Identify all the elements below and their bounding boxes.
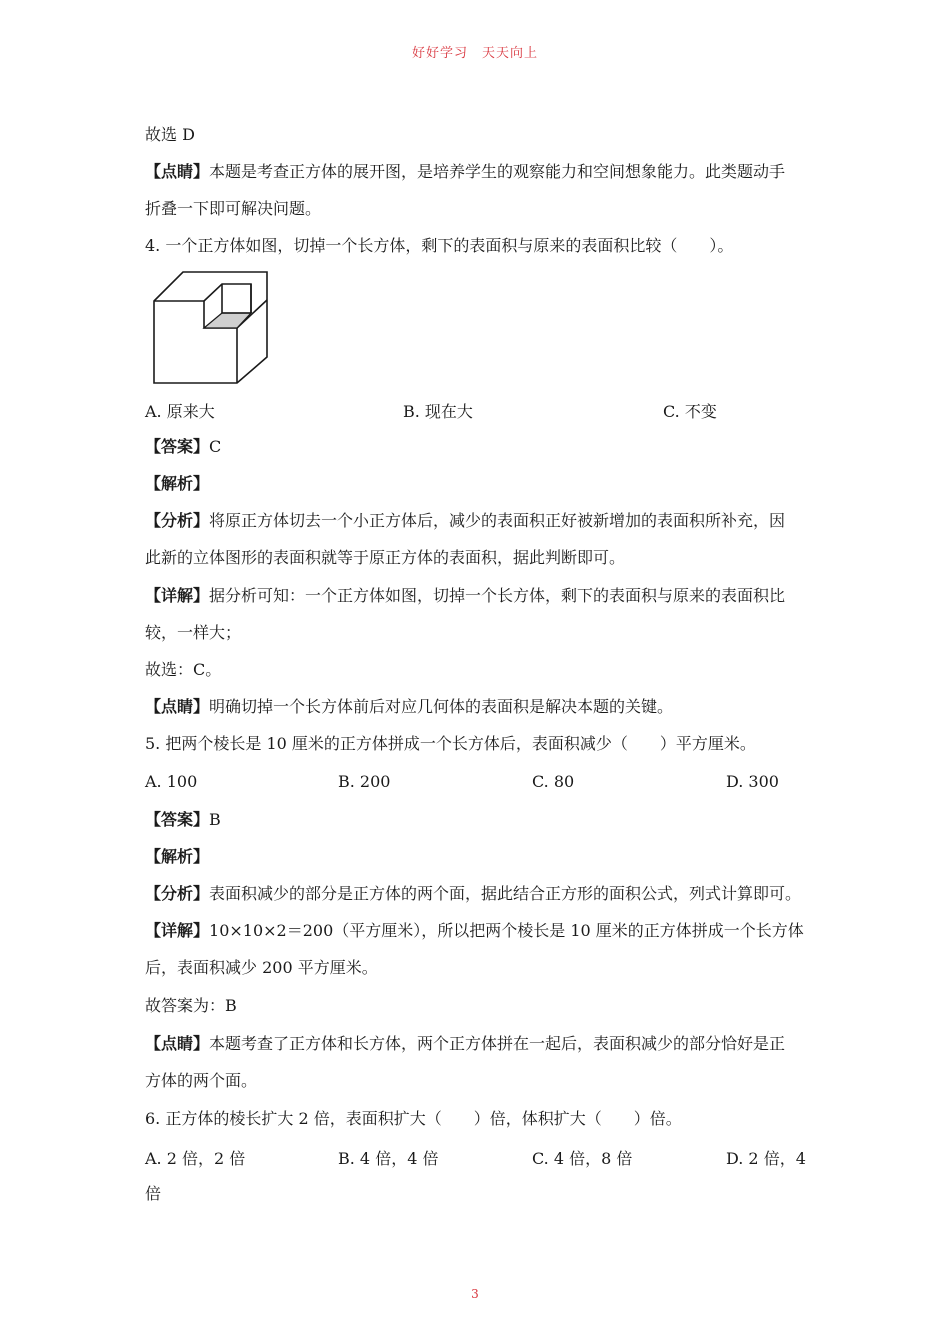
conclusion-text: 故选 D — [145, 125, 195, 144]
q5-note-cont: 方体的两个面。 — [145, 1071, 258, 1090]
q6-option-d: D. 2 倍，4 — [726, 1149, 806, 1168]
answer-tag: 【答案】 — [145, 810, 210, 829]
answer-value: B — [209, 810, 221, 829]
note-text: 本题考查了正方体和长方体，两个正方体拼在一起后，表面积减少的部分恰好是正 — [209, 1034, 786, 1053]
note-text: 明确切掉一个长方体前后对应几何体的表面积是解决本题的关键。 — [209, 697, 674, 716]
q4-option-b: B. 现在大 — [403, 402, 473, 421]
q5-detail — [145, 920, 815, 942]
q4-detail-cont: 较，一样大； — [145, 623, 242, 642]
question-4: 4. 一个正方体如图，切掉一个长方体，剩下的表面积与原来的表面积比较（ ）。 — [145, 236, 734, 255]
q4-option-c: C. 不变 — [663, 402, 717, 421]
q5-analysis — [145, 883, 815, 905]
q5-analysis-heading: 【解析】 — [145, 847, 210, 866]
analysis-text: 表面积减少的部分是正方体的两个面，据此结合正方形的面积公式，列式计算即可。 — [209, 884, 802, 903]
answer-value: C — [209, 437, 222, 456]
q5-detail-cont: 后，表面积减少 200 平方厘米。 — [145, 958, 378, 977]
q4-choice: 故选：C。 — [145, 660, 222, 679]
detail-text: 据分析可知：一个正方体如图，切掉一个长方体，剩下的表面积与原来的表面积比 — [209, 586, 786, 605]
q5-note — [145, 1033, 815, 1055]
q4-note — [145, 696, 815, 718]
note-text-cont: 折叠一下即可解决问题。 — [145, 199, 322, 218]
detail-text: 10×10×2＝200（平方厘米），所以把两个棱长是 10 厘米的正方体拼成一个长方体 — [209, 921, 804, 940]
detail-tag: 【详解】 — [145, 921, 210, 940]
detail-tag: 【详解】 — [145, 586, 210, 605]
q4-analysis-heading: 【解析】 — [145, 474, 210, 493]
q5-answer — [145, 809, 815, 831]
q4-detail — [145, 585, 815, 607]
analysis-text: 将原正方体切去一个小正方体后，减少的表面积正好被新增加的表面积所补充，因 — [209, 511, 786, 530]
cut-shaded-face — [204, 313, 251, 328]
q4-option-a: A. 原来大 — [145, 402, 215, 421]
page-number: 3 — [471, 1287, 479, 1301]
note-tag: 【点睛】 — [145, 162, 210, 181]
q4-analysis — [145, 510, 815, 532]
cut-cube-figure — [150, 268, 270, 386]
q5-choice: 故答案为：B — [145, 996, 237, 1015]
note-tag: 【点睛】 — [145, 697, 210, 716]
q4-answer — [145, 436, 815, 458]
note-paragraph — [145, 161, 815, 183]
q5-option-a: A. 100 — [145, 772, 198, 791]
q6-option-c: C. 4 倍，8 倍 — [532, 1149, 633, 1168]
answer-tag: 【答案】 — [145, 437, 210, 456]
q4-analysis-cont: 此新的立体图形的表面积就等于原正方体的表面积，据此判断即可。 — [145, 548, 626, 567]
q6-option-b: B. 4 倍，4 倍 — [338, 1149, 439, 1168]
q6-option-a: A. 2 倍，2 倍 — [145, 1149, 246, 1168]
analysis-tag: 【分析】 — [145, 511, 210, 530]
note-tag: 【点睛】 — [145, 1034, 210, 1053]
question-5: 5. 把两个棱长是 10 厘米的正方体拼成一个长方体后，表面积减少（ ）平方厘米。 — [145, 734, 756, 753]
q6-option-d-wrap: 倍 — [145, 1184, 162, 1203]
q5-option-b: B. 200 — [338, 772, 391, 791]
question-6: 6. 正方体的棱长扩大 2 倍，表面积扩大（ ）倍，体积扩大（ ）倍。 — [145, 1109, 682, 1128]
q5-option-d: D. 300 — [726, 772, 779, 791]
note-text: 本题是考查正方体的展开图，是培养学生的观察能力和空间想象能力。此类题动手 — [209, 162, 786, 181]
analysis-tag: 【分析】 — [145, 884, 210, 903]
q5-option-c: C. 80 — [532, 772, 575, 791]
page-header: 好好学习 天天向上 — [411, 46, 538, 61]
